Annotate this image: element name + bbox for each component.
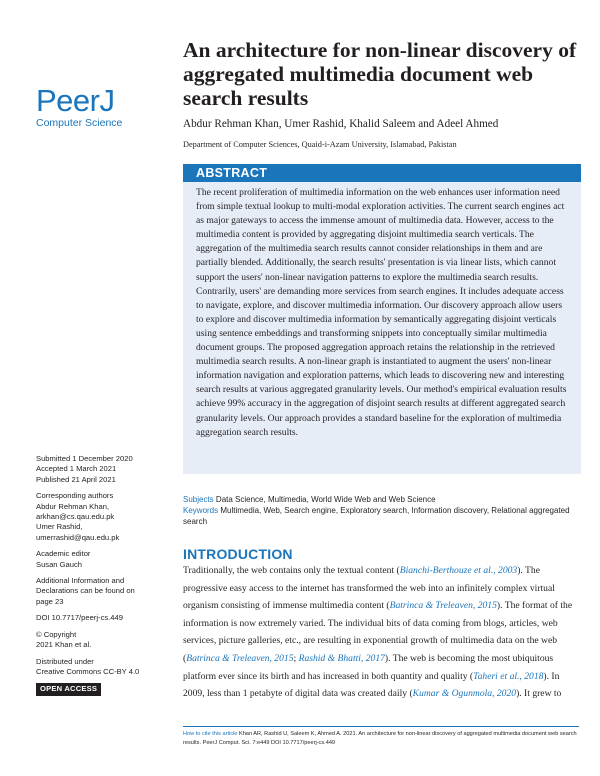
how-to-cite: [183, 730, 579, 748]
license-line[interactable]: Creative Commons CC-BY 4.0: [36, 666, 140, 676]
doi-link[interactable]: DOI 10.7717/peerj-cs.449: [36, 613, 123, 623]
subjects-keywords: [183, 494, 578, 527]
keywords-label: Keywords: [183, 506, 219, 515]
intro-text: ). It grew to: [516, 688, 562, 700]
intro-text: ;: [293, 652, 299, 664]
logo-sub-text: Computer Science: [36, 117, 123, 129]
keywords-value: Multimedia, Web, Search engine, Exploratory search, Information discovery, Relational aggregated search: [183, 506, 570, 526]
academic-editor-label: Academic editor: [36, 549, 91, 559]
subjects-line: [183, 494, 578, 505]
author-list: Abdur Rehman Khan, Umer Rashid, Khalid Saleem and Adeel Ahmed: [183, 118, 499, 130]
subjects-label: Subjects: [183, 495, 214, 504]
citation-link[interactable]: Batrinca & Treleaven, 2015: [389, 600, 497, 612]
submitted-date: Submitted 1 December 2020: [36, 454, 133, 463]
corresponding-author-email[interactable]: arkhan@cs.qau.edu.pk: [36, 512, 115, 522]
introduction-heading: INTRODUCTION: [183, 546, 293, 562]
how-to-cite-label: How to cite this article: [183, 731, 238, 737]
corresponding-author-email[interactable]: umerrashid@qau.edu.pk: [36, 532, 120, 542]
academic-editor-name: Susan Gauch: [36, 559, 83, 569]
intro-text: Traditionally, the web contains only the textual content (: [183, 565, 400, 576]
copyright-label: [36, 630, 158, 640]
citation-link[interactable]: Kumar & Ogunmola, 2020: [412, 688, 517, 700]
intro-text: ). The format of the information is now extremely varied. The individual bits of data coming from blogs, articles, web services, picture galleries, etc., are resulting in exponential growth of multimedia data on the web (: [183, 600, 573, 664]
published-date: Published 21 April 2021: [36, 474, 116, 484]
citation-link[interactable]: Bianchi-Berthouze et al., 2003: [399, 565, 518, 576]
open-access-badge: OPEN ACCESS: [36, 683, 101, 695]
keywords-line: [183, 505, 578, 527]
peerj-logo: [36, 85, 148, 143]
affiliation: Department of Computer Sciences, Quaid-i-Azam University, Islamabad, Pakistan: [183, 140, 457, 149]
intro-text: ). The progressive easy access to the internet has transformed the web into an infinitely complex virtual organism consisting of immense multimedia content (: [183, 565, 555, 612]
corresponding-authors-label: Corresponding authors: [36, 491, 114, 501]
abstract-text: The recent proliferation of multimedia information on the web enhances user information need from simple textual lookup to multi-modal exploration activities. The current search engines act as major gateways to access the immense amount of multimedia data. However, access to the multimedia content is provided by aggregating disjoint multimedia search verticals. The aggregation of the multimedia search results cannot consider relationships in them and are partially blended. Additionally, the search results' presentation is via linear lists, which cannot support the users' non-linear navigation patterns to explore the multimedia search results. Contrarily, users' are demanding more services from search engines. It includes adequate access to navigate, explore, and discover multimedia information. Our discovery approach allow users to explore and discover multimedia information by semantically aggregating disjoint verticals using sentence embeddings and transforming snippets into conceptually similar multimedia document groups. The proposed aggregation approach retains the relationship in the retrieved multimedia search results. A non-linear graph is instantiated to augment the users' non-linear information navigation and exploration patterns, which leads to discovering new and interesting search results at various aggregated granularity levels. Our method's empirical evaluation results achieve 99% accuracy in the aggregation of disjoint search results at different aggregated search granularity levels. Our approach provides a standard baseline for the exploration of multimedia aggregation search results.: [196, 187, 567, 438]
citation-link[interactable]: Rashid & Bhatti, 2017: [298, 652, 385, 664]
introduction-paragraph: [183, 562, 579, 703]
license-line: Distributed under: [36, 656, 94, 666]
intro-text: ). In 2009, less than 1 petabyte of digital data was created daily (: [183, 670, 560, 700]
copyright-holder: 2021 Khan et al.: [36, 640, 92, 650]
corresponding-author-name: Umer Rashid,: [36, 522, 83, 532]
copyright-icon: ©: [36, 629, 44, 639]
subjects-value: Data Science, Multimedia, World Wide Web and Web Science: [215, 495, 436, 504]
additional-info-line: page 23: [36, 596, 64, 606]
article-sidebar: [36, 454, 158, 696]
corresponding-author-name: Abdur Rehman Khan,: [36, 501, 110, 511]
copyright-text: Copyright: [43, 629, 77, 639]
footer-divider: [183, 726, 579, 727]
additional-info-line: Declarations can be found on: [36, 586, 135, 596]
citation-link[interactable]: Batrinca & Treleaven, 2015: [186, 652, 294, 664]
article-title: An architecture for non-linear discovery of aggregated multimedia document web search results: [183, 38, 577, 110]
logo-main-text: PeerJ: [36, 83, 115, 118]
intro-text: ). The web is becoming the most ubiquitous platform ever since its birth and has increased in both quantity and quality (: [183, 652, 554, 682]
how-to-cite-text: Khan AR, Rashid U, Saleem K, Ahmed A. 2021. An architecture for non-linear discovery of aggregated multimedia document web search results. PeerJ Comput. Sci. 7:e449 DOI 10.7717/peerj-cs.449: [183, 731, 577, 746]
additional-info-line: Additional Information and: [36, 576, 125, 586]
citation-link[interactable]: Taheri et al., 2018: [473, 670, 544, 682]
accepted-date: Accepted 1 March 2021: [36, 464, 117, 474]
abstract-heading: ABSTRACT: [196, 166, 268, 180]
